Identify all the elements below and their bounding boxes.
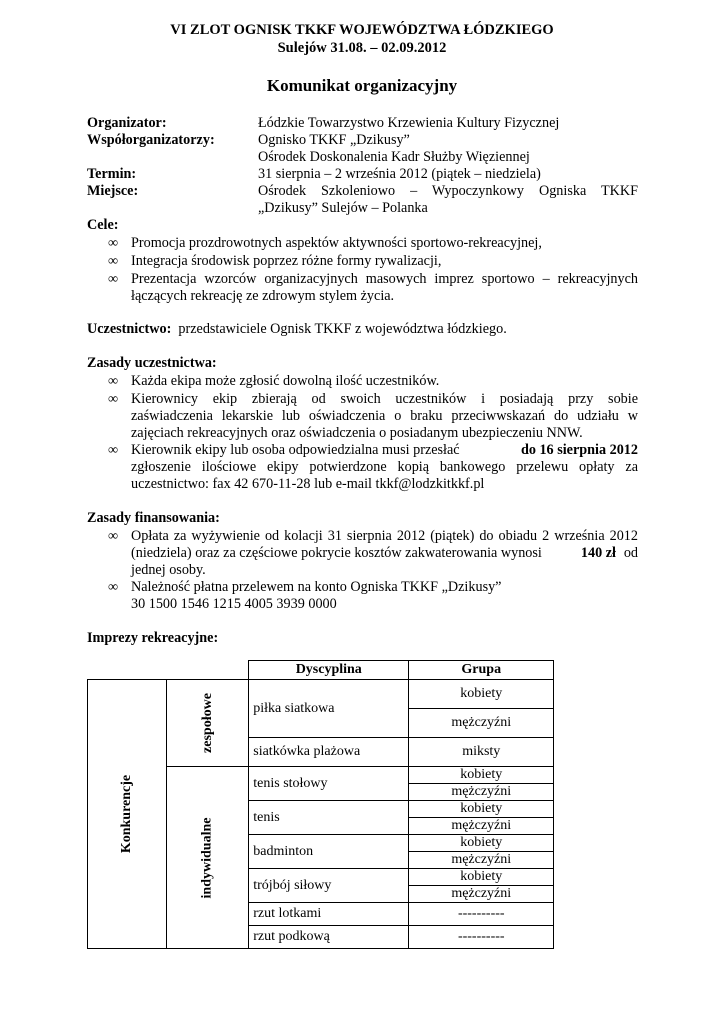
group-cell: mężczyźni (409, 852, 554, 869)
discipline-cell: piłka siatkowa (249, 680, 409, 738)
place-label: Miejsce: (87, 183, 139, 199)
group-cell: ---------- (409, 926, 554, 949)
competition-label: Konkurencje (119, 774, 135, 854)
event-dates: Sulejów 31.08. – 02.09.2012 (277, 40, 447, 56)
finance-fee-amount: 140 zł (580, 545, 616, 561)
group-cell: mężczyźni (409, 818, 554, 835)
bullet-icon: ∞ (108, 579, 119, 595)
finance-label: Zasady finansowania: (87, 510, 220, 526)
place-value-2: „Dzikusy” Sulejów – Polanka (258, 200, 428, 216)
group-cell: kobiety (409, 680, 554, 709)
rules-item-3-line-2: zgłoszenie ilościowe ekipy potwierdzone kopią bankowego przelewu opłaty za (131, 459, 638, 475)
rules-deadline: do 16 sierpnia 2012 (520, 442, 638, 458)
rules-label: Zasady uczestnictwa: (87, 355, 217, 371)
organizer-label: Organizator: (87, 115, 167, 131)
discipline-cell: siatkówka plażowa (249, 738, 409, 767)
page-title: Komunikat organizacyjny (266, 76, 458, 95)
group-cell: miksty (409, 738, 554, 767)
individual-label: indywidualne (199, 817, 215, 898)
events-label: Imprezy rekreacyjne: (87, 630, 219, 646)
place-value-1: Ośrodek Szkoleniowo – Wypoczynkowy Ogniska TKKF (258, 183, 638, 199)
table-header-row (88, 661, 554, 680)
organizer-value: Łódzkie Towarzystwo Krzewienia Kultury Fizycznej (258, 115, 560, 131)
discipline-cell: tenis stołowy (249, 767, 409, 801)
participation-value: przedstawiciele Ognisk TKKF z województwa łódzkiego. (178, 321, 507, 337)
team-label: zespołowe (199, 693, 215, 753)
rules-item-2-line-3: zajęciach rekreacyjnych oraz oświadczenia o posiadanym ubezpieczeniu NNW. (131, 425, 583, 441)
participation-row (87, 321, 507, 338)
team-cell (167, 680, 249, 767)
bullet-icon: ∞ (108, 373, 119, 389)
date-label: Termin: (87, 166, 137, 182)
bullet-icon: ∞ (108, 528, 119, 544)
group-cell: mężczyźni (409, 709, 554, 738)
goal-item-2: Integracja środowisk poprzez różne formy rywalizacji, (131, 253, 442, 269)
bullet-icon: ∞ (108, 442, 119, 458)
coorganizer-value-1: Ognisko TKKF „Dzikusy” (258, 132, 410, 148)
bullet-icon: ∞ (108, 271, 119, 287)
goal-item-1: Promocja prozdrowotnych aspektów aktywności sportowo-rekreacyjnej, (131, 235, 542, 251)
goal-item-3-line-2: łączących rekreację ze zdrowym stylem życia. (131, 288, 395, 304)
discipline-cell: rzut lotkami (249, 903, 409, 926)
individual-cell (167, 767, 249, 949)
bullet-icon: ∞ (108, 253, 119, 269)
bullet-icon: ∞ (108, 235, 119, 251)
rules-item-3-text: Kierownik ekipy lub osoba odpowiedzialna musi przesłać (131, 442, 460, 458)
finance-item-2-line-1: Należność płatna przelewem na konto Ogniska TKKF „Dzikusy” (131, 579, 502, 595)
rules-item-3-line-3: uczestnictwo: fax 42 670-11-28 lub e-mail tkkf@lodzkitkkf.pl (131, 476, 485, 492)
rules-item-2-line-2: zaświadczenia lekarskie lub oświadczenia o braku przeciwwskazań do udziału w (131, 408, 638, 424)
discipline-cell: rzut podkową (249, 926, 409, 949)
goal-item-3-line-1: Prezentacja wzorców organizacyjnych masowych imprez sportowo – rekreacyjnych (131, 271, 638, 287)
finance-fee-text: (niedziela) oraz za częściowe pokrycie kosztów zakwaterowania wynosi (131, 545, 542, 561)
group-cell: kobiety (409, 767, 554, 784)
header-discipline: Dyscyplina (249, 661, 409, 680)
group-cell: mężczyźni (409, 784, 554, 801)
discipline-cell: badminton (249, 835, 409, 869)
bullet-icon: ∞ (108, 391, 119, 407)
bank-account-number: 30 1500 1546 1215 4005 3939 0000 (131, 596, 337, 612)
finance-fee-suffix: od (623, 545, 638, 561)
discipline-cell: tenis (249, 801, 409, 835)
competition-cell (88, 680, 167, 949)
finance-item-1-line-3: jednej osoby. (131, 562, 206, 578)
coorganizer-value-2: Ośrodek Doskonalenia Kadr Służby Więziennej (258, 149, 530, 165)
event-title: VI ZLOT OGNISK TKKF WOJEWÓDZTWA ŁÓDZKIEGO (170, 22, 554, 38)
date-value: 31 sierpnia – 2 września 2012 (piątek – niedziela) (258, 166, 541, 182)
header-group: Grupa (409, 661, 554, 680)
coorganizers-label: Współorganizatorzy: (87, 132, 215, 148)
finance-item-1-line-1: Opłata za wyżywienie od kolacji 31 sierpnia 2012 (piątek) do obiadu 2 września 2012 (131, 528, 638, 544)
finance-item-1-line-2 (131, 545, 638, 562)
rules-item-2-line-1: Kierownicy ekip zbierają od swoich uczestników i posiadają przy sobie (131, 391, 638, 407)
goals-label: Cele: (87, 217, 119, 233)
group-cell: mężczyźni (409, 886, 554, 903)
table-row (88, 680, 554, 709)
participation-label: Uczestnictwo: (87, 321, 172, 337)
group-cell: kobiety (409, 801, 554, 818)
rules-item-3-line-1 (131, 442, 638, 459)
group-cell: kobiety (409, 835, 554, 852)
group-cell: kobiety (409, 869, 554, 886)
discipline-cell: trójbój siłowy (249, 869, 409, 903)
rules-item-1: Każda ekipa może zgłosić dowolną ilość uczestników. (131, 373, 440, 389)
events-table (87, 660, 554, 949)
group-cell: ---------- (409, 903, 554, 926)
